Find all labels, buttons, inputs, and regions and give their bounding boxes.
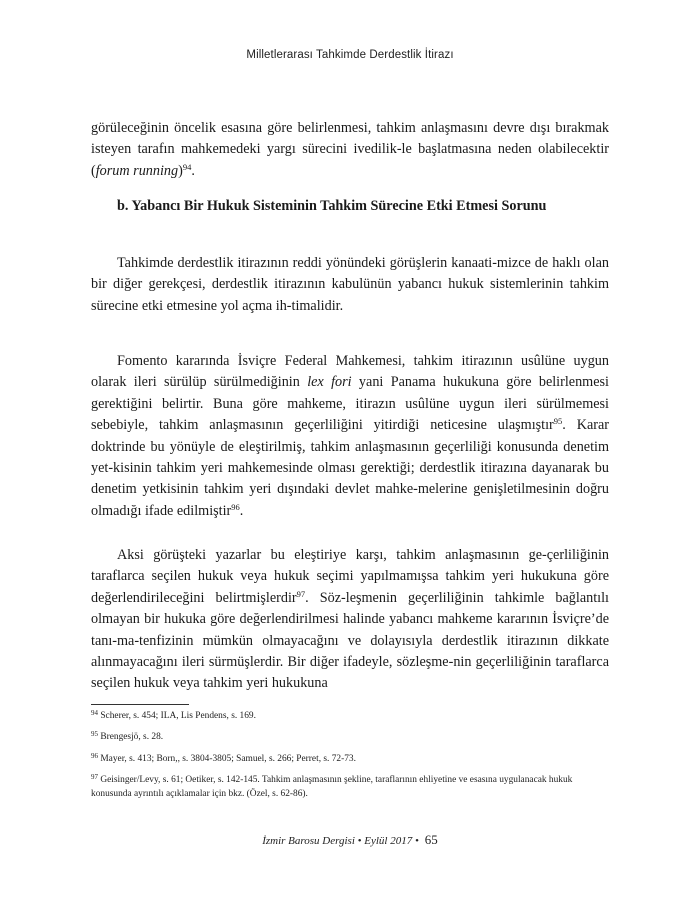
italic-term: lex fori: [307, 374, 352, 391]
page-footer: [0, 832, 700, 848]
footnote-divider: [91, 704, 189, 705]
footnote: [91, 752, 609, 766]
footnote-text: Scherer, s. 454; ILA, Lis Pendens, s. 169.: [100, 711, 256, 721]
paragraph: Tahkimde derdestlik itirazının reddi yönündeki görüşlerin kanaati-mizce de haklı olan bir diğer gerekçesi, derdestlik itirazının kabulünün yabancı hukuk sistemlerinin tahkim sürecine etki etmesine yol açma ih-timalidir.: [91, 255, 609, 314]
footnote: [91, 709, 609, 723]
footnote-ref[interactable]: 97: [296, 588, 306, 599]
paragraph-text: . Söz-leşmenin geçerliliğinin tahkimle bağlantılı olmayan bir hukuka göre değerlendirilmesi halinde yabancı mahkeme kararının İsviçre’de tanı-ma-tenfizinin mümkün olmayacağını ve dolayısıyla derdestlik itirazının dikkate alınmayacağını ileri sürmüşlerdir. Bir diğer ifadeyle, sözleşme-nin geçerliliğinin taraflarca seçilen hukuk veya tahkim yeri hukukuna: [91, 589, 609, 692]
paragraph-text: görüleceğinin öncelik esasına göre belirlenmesi, tahkim anlaşmasını devre dışı bırakmak isteyen tarafın mahkemedeki yargı sürecini ivedilik-le başlatmasına neden olabilecektir (: [91, 120, 609, 179]
footnote-number: 95: [91, 730, 98, 738]
paragraph: [91, 545, 609, 695]
paragraph-text: Fomento kararında İsviçre Federal Mahkemesi, tahkim itirazının usûlüne uygun olarak ileri sürülüp sürülmediğinin: [91, 353, 609, 391]
footnote-ref[interactable]: 94: [182, 161, 192, 172]
page-number: 65: [424, 832, 438, 847]
paragraph-text: yani Panama hukukuna göre belirlenmesi gerektiğini belirtir. Buna göre mahkeme, itirazın usûlüne uygun ileri sürülmemesi sebebiyle, tahkim anlaşmasının geçerliliğini yitirdiği neticesine ulaşmıştır: [91, 374, 609, 434]
paren-close: ): [178, 162, 183, 179]
footnote-text: Mayer, s. 413; Born,, s. 3804-3805; Samuel, s. 266; Perret, s. 72-73.: [100, 754, 356, 764]
paragraph-text: . Karar doktrinde bu yönüyle de eleştirilmiş, tahkim anlaşmasının geçerliliği konusunda denetim yet-kisinin tahkim yeri mahkemesinde olması gerektiği; derdestlik itirazına dayanarak bu denetim yetkisinin tahkim yeri dışındaki devlet mahke-melerine genişletilmesinin doğru olmadığı ifade edilmiştir: [91, 417, 609, 519]
footnote-ref[interactable]: 96: [231, 501, 240, 512]
footnote: [91, 773, 609, 801]
italic-term: forum running: [95, 162, 179, 179]
paragraph: [91, 351, 609, 522]
paragraph-continued: [91, 118, 609, 182]
footnote-number: 94: [91, 709, 98, 717]
footnote-text: Geisinger/Levy, s. 61; Oetiker, s. 142-145. Tahkim anlaşmasının şekline, taraflarının ehliyetine ve esasına uygulanacak hukuk konusunda ayrıntılı açıklamalar için bkz. (Özel, s. 62-86).: [91, 775, 573, 799]
paragraph-text: Aksi görüşteki yazarlar bu eleştiriye karşı, tahkim anlaşmasının ge-çerliliğinin taraflarca seçilen hukuk veya hukuk seçimi yapılmamışsa tahkim yeri hukukuna göre değerlendirileceğini belirtmişlerdir: [91, 547, 609, 606]
footnote-number: 97: [91, 773, 98, 781]
section-heading: b. Yabancı Bir Hukuk Sisteminin Tahkim Sürecine Etki Etmesi Sorunu: [117, 198, 547, 214]
footnote-ref[interactable]: 95: [553, 416, 563, 427]
footnote-text: Brengesjö, s. 28.: [100, 732, 164, 742]
journal-name: İzmir Barosu Dergisi • Eylül 2017 •: [262, 835, 419, 847]
footnote: [91, 730, 609, 744]
running-head: Milletlerarası Tahkimde Derdestlik İtirazı: [246, 49, 454, 61]
period: .: [191, 162, 195, 179]
footnote-number: 96: [91, 752, 98, 760]
period: .: [239, 502, 244, 519]
